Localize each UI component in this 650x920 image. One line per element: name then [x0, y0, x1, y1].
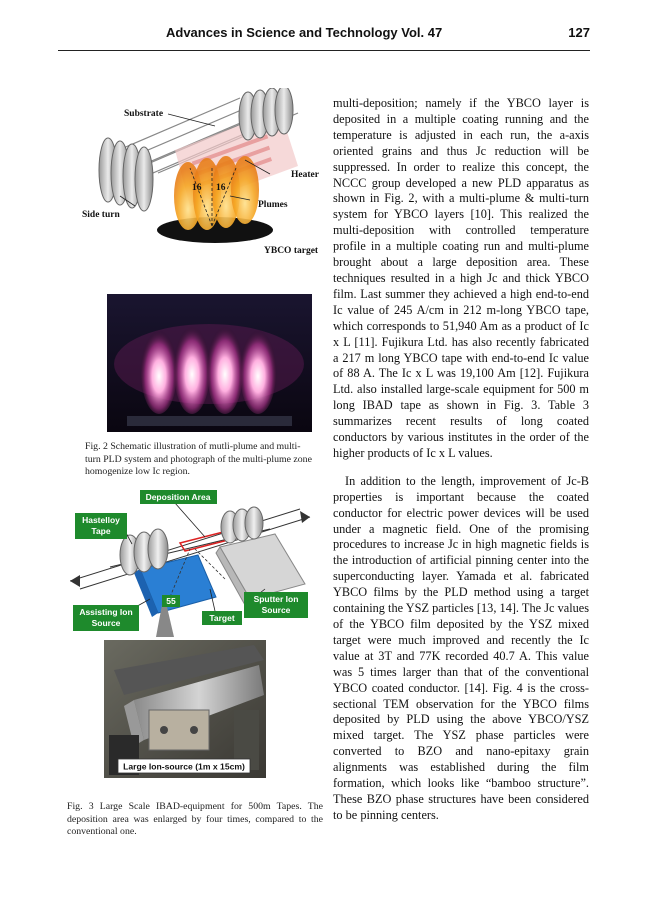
fig2-caption: Fig. 2 Schematic illustration of mutli-plume and multi-turn PLD system and photograph of the multi-plume zone homogenize low Ic region. — [85, 441, 312, 477]
assisting-ion-label: Assisting Ion Source — [79, 607, 133, 628]
header-rule — [58, 50, 590, 51]
fig2-schematic — [80, 88, 330, 263]
substrate-label: Substrate — [124, 109, 164, 119]
fig2-plume-photo — [107, 294, 312, 432]
running-header — [58, 22, 590, 46]
deposition-area-label: Deposition Area — [145, 492, 211, 502]
body-paragraph-1: multi-deposition; namely if the YBCO layer is deposited in a multiple coating running and the temperature is adjusted in each run, the a-axis oriented grains and thus Jc reduction will be suppressed. In order to realize this concept, the NCCC group developed a new PLD apparatus as shown in Fig. 2, with a multi-plume & multi-turn system for YBCO layers [10]. This realized the multi-deposition with controlled temperature profile in a multiple coating run and multi-plume brought about a large deposition area. These techniques resulted in a high Jc and thick YBCO film. Last summer they achieved a high end-to-end Ic value of 245 A/cm in 212 m-long YBCO tape, which corresponds to 51,940 Am as a product of Ic x L [11]. Fujikura Ltd. has also recently fabricated a 217 m long YBCO tape with end-to-end Ic value of 88 A. The Ic x L was 19,100 Am [12]. Fujikura Ltd. also installed large-scale equipment for 500 m long IBAD tape as shown in Fig. 3. Table 3 summarizes recent results of long coated conductors by various institutes in the order of the higher products of Ic x L values. — [333, 96, 589, 460]
page-number: 127 — [568, 25, 590, 40]
body-paragraph-2: In addition to the length, improvement of Jc-B properties is important because the coated conductor for electric power devices will be used under a magnetic field. One of the promising procedures to increase Jc in high magnetic fields is the introduction of artificial pinning center into the superconducting layer. Yamada et al. fabricated YBCO films by the PLD method using a target containing the YSZ particles [13, 14]. The Jc values of the YBCO film deposited by the YSZ mixed target were much improved and recently the Ic value at 3T and 77K recorded 40.7 A. This value was 5 times larger than that of the conventional YBCO coated conductor. [14]. Fig. 4 is the cross-sectional TEM observation for the YBCO films deposited by PLD using the above YBCO/YSZ mixed target. The YSZ phase particles were converted to BZO and nano-epitaxy grain alignments was established during the film formation, which looks like “bamboo structure”. These BZO phase structures have been considered to be pinning centers. — [333, 473, 589, 822]
hastelloy-label: Hastelloy Tape — [82, 515, 120, 536]
angle-55-label: 55 — [166, 596, 176, 606]
right-rollers — [239, 88, 293, 140]
fig3-caption: Fig. 3 Large Scale IBAD-equipment for 500m Tapes. The deposition area was enlarged by four times, compared to the conventional one. — [67, 801, 323, 837]
angle-label-left: 16 — [192, 183, 202, 193]
fig3-equipment-photo — [104, 640, 266, 778]
heater-label: Heater — [291, 170, 319, 180]
sputter-ion-label: Sputter Ion Source — [253, 594, 299, 615]
angle-label-right: 16 — [216, 183, 226, 193]
fig3-diagram — [70, 489, 330, 637]
body-text-column — [333, 96, 589, 824]
journal-title: Advances in Science and Technology Vol. 47 — [166, 25, 443, 40]
side-turn-label: Side turn — [82, 210, 120, 220]
ybco-target-label: YBCO target — [264, 246, 319, 256]
target-label: Target — [209, 613, 235, 623]
plumes-label: Plumes — [258, 200, 288, 210]
plumes — [174, 156, 259, 230]
large-ion-source-label: Large Ion-source (1m x 15cm) — [123, 761, 245, 772]
